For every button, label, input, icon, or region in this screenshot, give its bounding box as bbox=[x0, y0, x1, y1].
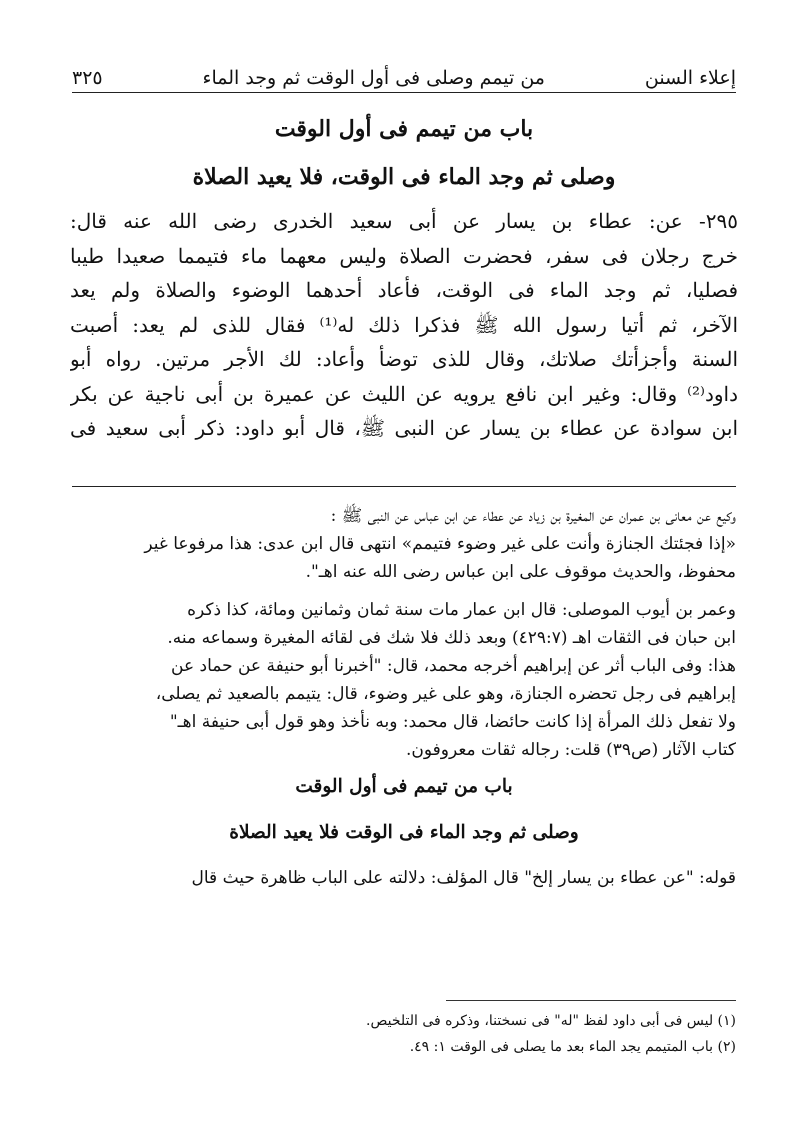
running-header bbox=[72, 56, 736, 90]
commentary-line: قوله: "عن عطاء بن يسار إلخ" قال المؤلف: دلالته على الباب ظاهرة حيث قال bbox=[191, 868, 736, 888]
commentary-line: وعمر بن أيوب الموصلى: قال ابن عمار مات سنة ثمان وثمانين ومائة، كذا ذكره bbox=[187, 600, 736, 620]
footnote-separator bbox=[446, 1000, 736, 1001]
hadith-line: السنة وأجزأتك صلاتك، وقال للذى توضأ وأعاد: لك الأجر مرتين. رواه أبو bbox=[70, 347, 738, 371]
commentary-subhead-line-2: وصلى ثم وجد الماء فى الوقت فلا يعيد الصلاة bbox=[229, 822, 579, 843]
hadith-line: ٢٩٥- عن: عطاء بن يسار عن أبى سعيد الخدرى رضى الله عنه قال: bbox=[70, 209, 738, 233]
chapter-title-line-1: باب من تيمم فى أول الوقت bbox=[274, 116, 534, 142]
footnote-2: (٢) باب المتيمم يجد الماء بعد ما يصلى فى الوقت ١: ٤٩. bbox=[409, 1039, 736, 1055]
commentary-line: محفوظ، والحديث موقوف على ابن عباس رضى الله عنه اهـ". bbox=[305, 562, 736, 582]
footnote-1: (١) ليس فى أبى داود لفظ "له" فى نسختنا، وذكره فى التلخيص. bbox=[366, 1013, 736, 1029]
book-title: إعلاء السنن bbox=[644, 67, 736, 89]
main-text-separator bbox=[72, 486, 736, 487]
footnotes bbox=[72, 1008, 736, 1060]
commentary-line: إبراهيم فى رجل تحضره الجنازة، وهو على غير وضوء، قال: يتيمم بالصعيد ثم يصلى، bbox=[155, 684, 736, 704]
hadith-line: فصليا، ثم وجد الماء فى الوقت، فأعاد أحدهما الوضوء والصلاة ولم يعد bbox=[70, 278, 738, 302]
commentary-paragraph bbox=[72, 596, 736, 764]
header-rule bbox=[72, 92, 736, 93]
commentary-line: وكيع عن معانى بن عمران عن المغيرة بن زياد عن عطاء عن ابن عباس عن النبى ﷺ : bbox=[330, 506, 736, 526]
hadith-line: داود⁽²⁾ وقال: وغير ابن نافع يرويه عن الليث عن عميرة بن أبى ناجية عن بكر bbox=[70, 381, 738, 406]
commentary-paragraph bbox=[72, 502, 736, 586]
chapter-title-line-2: وصلى ثم وجد الماء فى الوقت، فلا يعيد الصلاة bbox=[192, 164, 616, 190]
chapter-running-title: من تيمم وصلى فى أول الوقت ثم وجد الماء bbox=[202, 67, 545, 89]
commentary-paragraph bbox=[72, 864, 736, 892]
commentary-line: هذا: وفى الباب أثر عن إبراهيم أخرجه محمد، قال: "أخبرنا أبو حنيفة عن حماد عن bbox=[171, 656, 736, 676]
hadith-text bbox=[70, 204, 738, 446]
commentary-line: ابن حبان فى الثقات اهـ (٤٢٩:٧) وبعد ذلك فلا شك فى لقائه المغيرة وسماعه منه. bbox=[167, 628, 736, 648]
hadith-line: خرج رجلان فى سفر، فحضرت الصلاة وليس معهما ماء فتيمما صعيدا طيبا bbox=[70, 243, 738, 268]
hadith-line: ابن سوادة عن عطاء بن يسار عن النبى ﷺ، قال أبو داود: ذكر أبى سعيد فى bbox=[70, 416, 738, 440]
page-number: ٣٢٥ bbox=[72, 67, 103, 89]
hadith-line: الآخر، ثم أتيا رسول الله ﷺ فذكرا ذلك له⁽¹⁾ فقال للذى لم يعد: أصبت bbox=[70, 312, 738, 337]
commentary-line: كتاب الآثار (ص٣٩) قلت: رجاله ثقات معروفون. bbox=[405, 740, 736, 760]
commentary-line: ولا تفعل ذلك المرأة إذا كانت حائضا، قال محمد: وبه نأخذ وهو قول أبى حنيفة اهـ" bbox=[169, 712, 736, 732]
commentary-section bbox=[72, 502, 736, 902]
commentary-line: «إذا فجئتك الجنازة وأنت على غير وضوء فتيمم» انتهى قال ابن عدى: هذا مرفوعا غير bbox=[144, 534, 736, 554]
commentary-subhead-line-1: باب من تيمم فى أول الوقت bbox=[295, 776, 513, 797]
